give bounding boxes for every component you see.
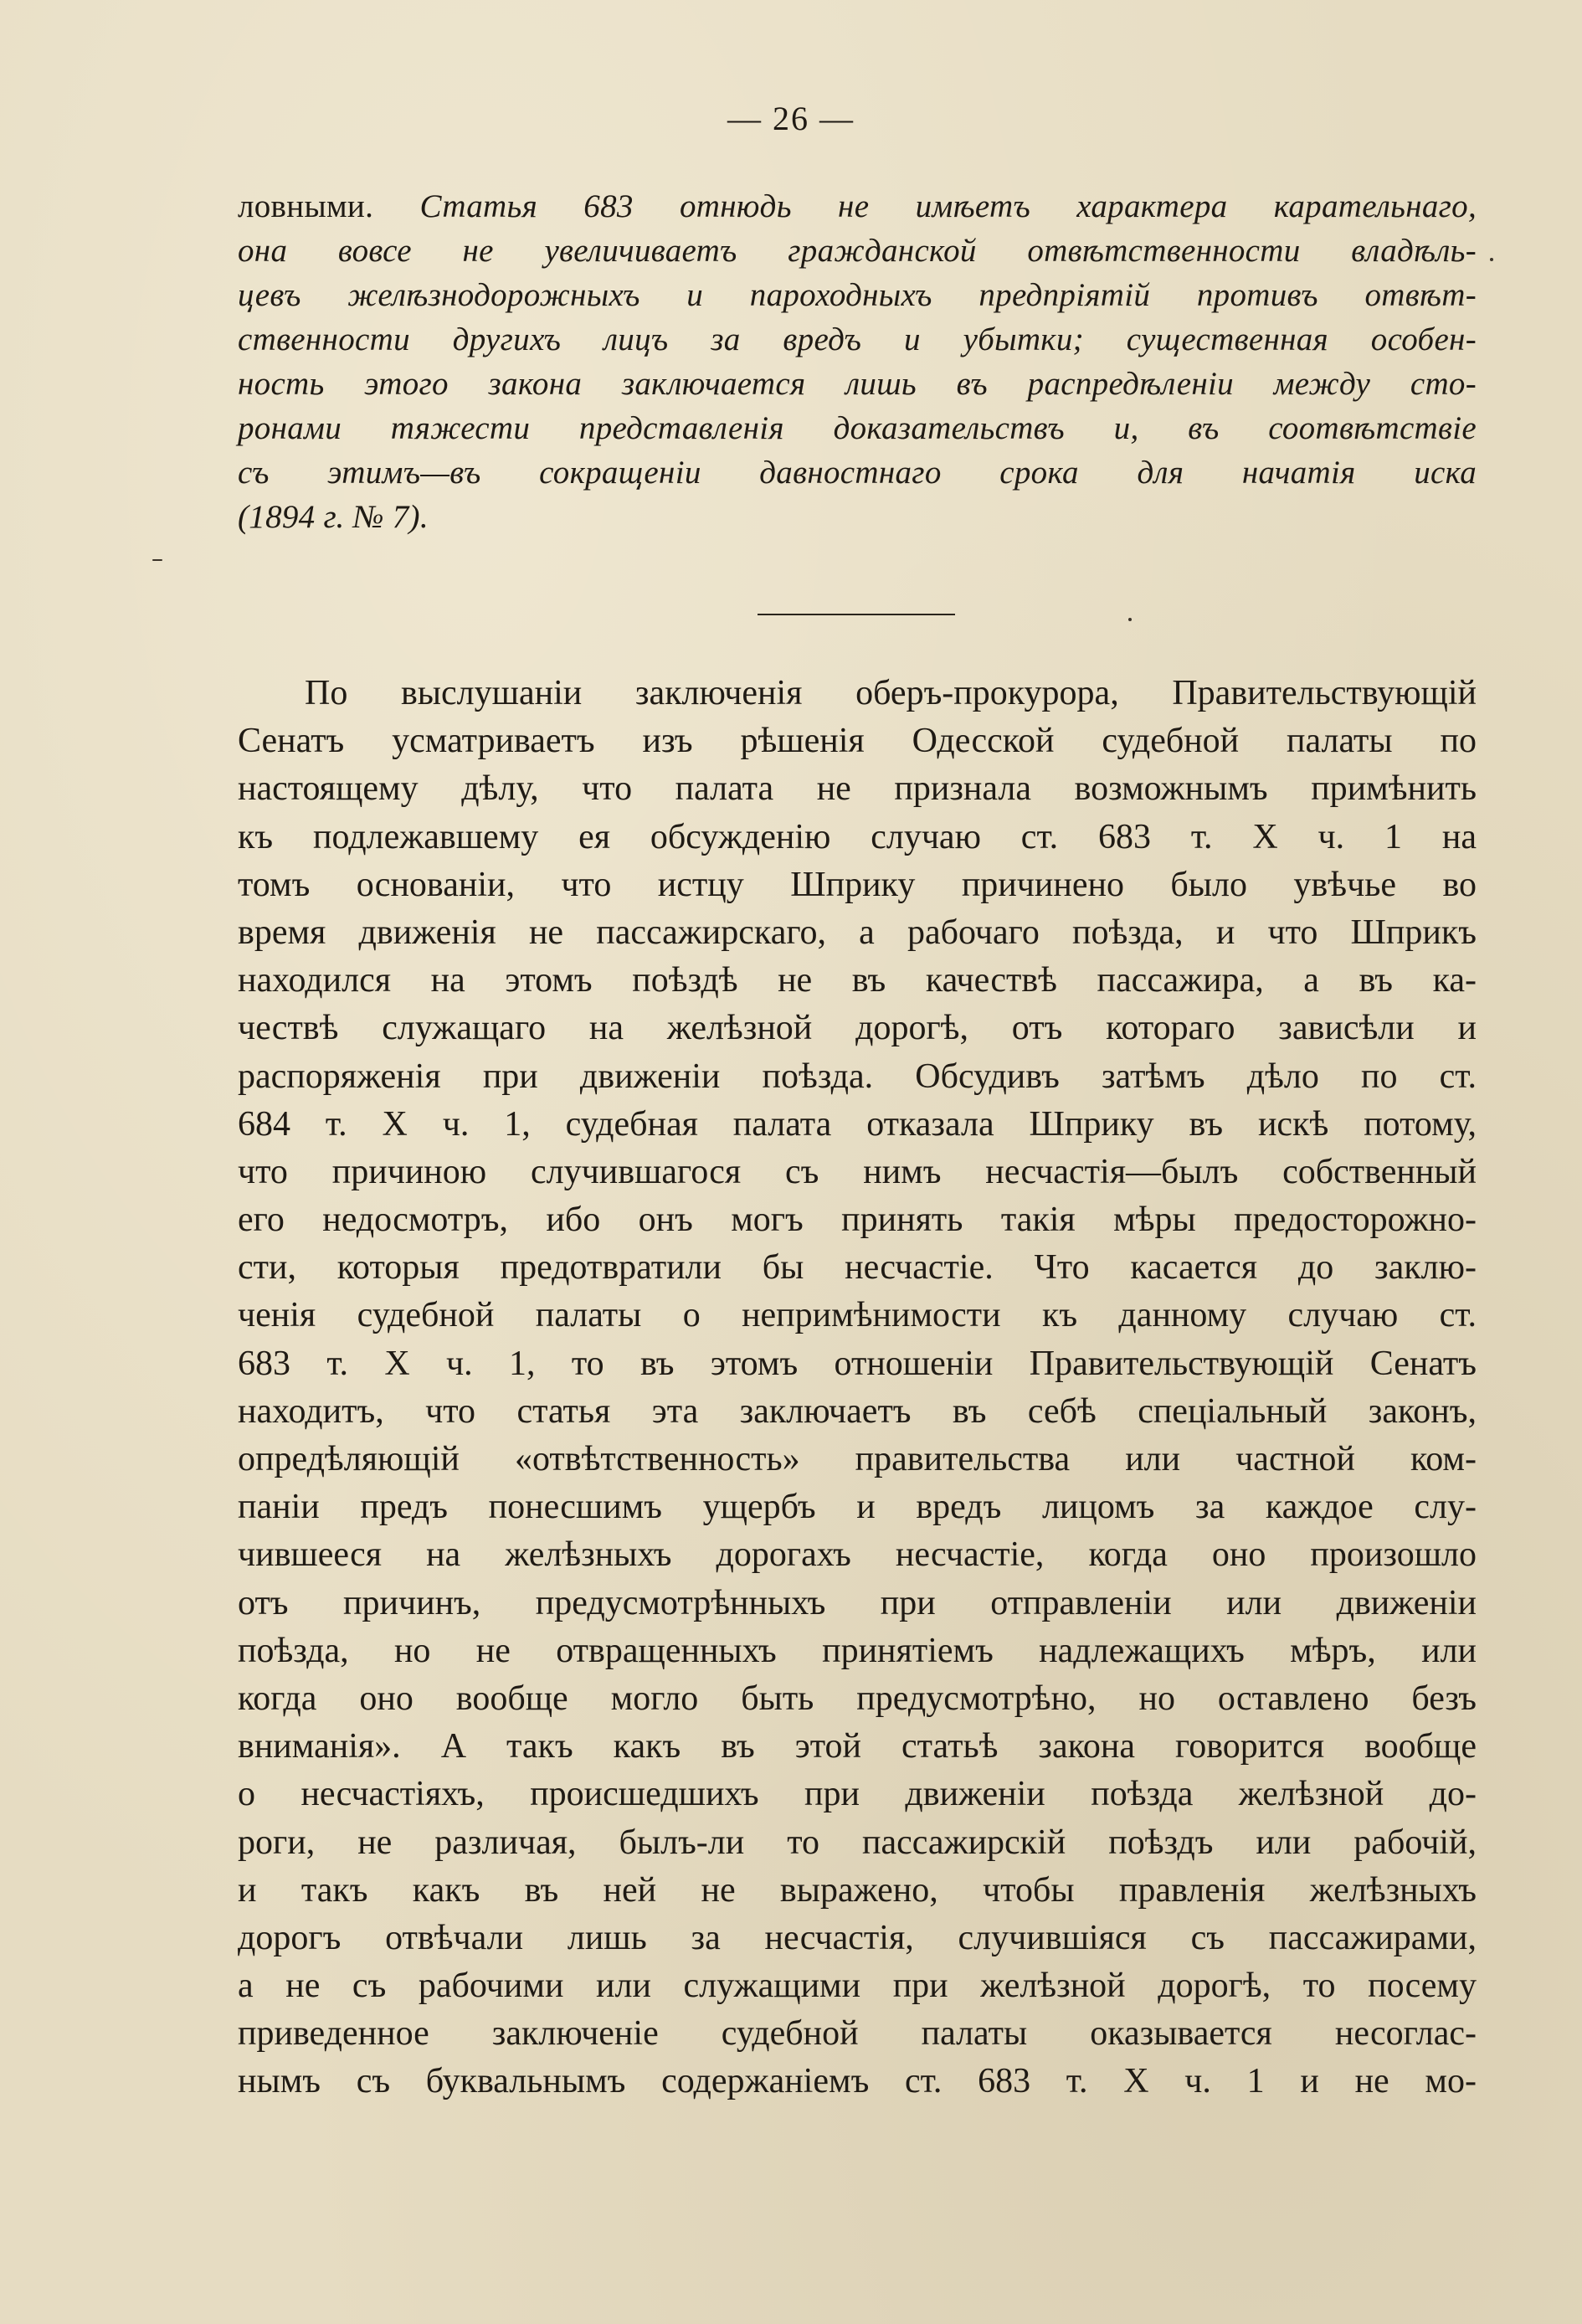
body-line: роги, не различая, былъ-ли то пассажирскій поѣздъ или рабочій, (238, 1823, 1477, 1862)
body-line: и такъ какъ въ ней не выражено, чтобы правленія желѣзныхъ (238, 1870, 1477, 1910)
body-line: когда оно вообще могло быть предусмотрѣно, но оставлено безъ (238, 1679, 1477, 1718)
quote-line-italic: Статья 683 отнюдь не имѣетъ характера карательнаго, (419, 188, 1477, 224)
quote-line (238, 317, 1477, 362)
quote-line (238, 495, 1477, 539)
body-line: приведенное заключеніе судебной палаты оказывается несоглас- (238, 2014, 1477, 2054)
quote-line (238, 406, 1477, 450)
print-speck (152, 559, 162, 561)
quote-line (238, 184, 1477, 229)
print-speck (1128, 618, 1132, 621)
body-line: паніи предъ понесшимъ ущербъ и вредъ лицомъ за каждое слу- (238, 1488, 1477, 1527)
quote-line-italic: съ этимъ—въ сокращеніи давностнаго срока для начатія иска (238, 455, 1477, 491)
body-line: 683 т. X ч. 1, то въ этомъ отношеніи Правительствующій Сенатъ (238, 1344, 1477, 1383)
body-line: чествѣ служащаго на желѣзной дорогѣ, отъ котораго зависѣли и (238, 1009, 1477, 1048)
body-line: По выслушаніи заключенія оберъ-прокурора, Правительствующій (305, 674, 1477, 712)
body-line: его недосмотръ, ибо онъ могъ принять такія мѣры предосторожно- (238, 1201, 1477, 1240)
body-line: чившееся на желѣзныхъ дорогахъ несчастіе, когда оно произошло (238, 1535, 1477, 1575)
quote-line-italic: она вовсе не увеличиваетъ гражданской отвѣтственности владѣль- (238, 233, 1477, 269)
quote-line-lead: ловными. (238, 188, 420, 224)
quote-line-italic: (1894 г. № 7). (238, 499, 429, 535)
quote-line (238, 229, 1477, 273)
quote-line-italic: ность этого закона заключается лишь въ распредѣленіи между сто- (238, 366, 1477, 402)
main-text-block (238, 670, 1477, 2106)
body-line: время движенія не пассажирскаго, а рабочаго поѣзда, и что Шприкъ (238, 913, 1477, 952)
body-line: 684 т. X ч. 1, судебная палата отказала Шприку въ искѣ потому, (238, 1104, 1477, 1144)
quoted-ruling-block (238, 184, 1477, 539)
section-separator-rule (758, 614, 955, 615)
print-speck (1490, 258, 1493, 261)
body-line: находитъ, что статья эта заключаетъ въ себѣ спеціальный законъ, (238, 1391, 1477, 1431)
body-line: настоящему дѣлу, что палата не признала возможнымъ примѣнить (238, 769, 1477, 809)
quote-line (238, 273, 1477, 317)
body-line: а не съ рабочими или служащими при желѣзной дорогѣ, то посему (238, 1967, 1477, 2006)
body-line: отъ причинъ, предусмотрѣнныхъ при отправленіи или движеніи (238, 1583, 1477, 1622)
quote-line-italic: цевъ желѣзнодорожныхъ и пароходныхъ предпріятій противъ отвѣт- (238, 277, 1477, 313)
quote-line-italic: ственности другихъ лицъ за вредъ и убытки; существенная особен- (238, 321, 1477, 357)
body-line: къ подлежавшему ея обсужденію случаю ст. 683 т. X ч. 1 на (238, 817, 1477, 856)
body-line: Сенатъ усматриваетъ изъ рѣшенія Одесской судебной палаты по (238, 722, 1477, 761)
body-line: вниманія». А такъ какъ въ этой статьѣ закона говорится вообще (238, 1727, 1477, 1766)
body-line: поѣзда, но не отвращенныхъ принятіемъ надлежащихъ мѣръ, или (238, 1631, 1477, 1670)
body-line: опредѣляющій «отвѣтственность» правительства или частной ком- (238, 1440, 1477, 1478)
body-line: о несчастіяхъ, происшедшихъ при движеніи поѣзда желѣзной до- (238, 1775, 1477, 1814)
body-line: находился на этомъ поѣздѣ не въ качествѣ пассажира, а въ ка- (238, 961, 1477, 1000)
body-line: что причиною случившагося съ нимъ несчастія—былъ собственный (238, 1152, 1477, 1191)
quote-line (238, 450, 1477, 495)
body-line: ченія судебной палаты о непримѣнимости къ данному случаю ст. (238, 1296, 1477, 1335)
quote-line-italic: ронами тяжести представленія доказательствъ и, въ соотвѣтствіе (238, 410, 1477, 446)
quote-line (238, 362, 1477, 406)
page-number: — 26 — (727, 100, 855, 137)
body-line: томъ основаніи, что истцу Шприку причинено было увѣчье во (238, 865, 1477, 904)
body-line: распоряженія при движеніи поѣзда. Обсудивъ затѣмъ дѣло по ст. (238, 1057, 1477, 1096)
body-line: нымъ съ буквальнымъ содержаніемъ ст. 683 т. X ч. 1 и не мо- (238, 2062, 1477, 2101)
body-line: сти, которыя предотвратили бы несчастіе. Что касается до заклю- (238, 1248, 1477, 1288)
body-line: дорогъ отвѣчали лишь за несчастія, случившіяся съ пассажирами, (238, 1918, 1477, 1957)
